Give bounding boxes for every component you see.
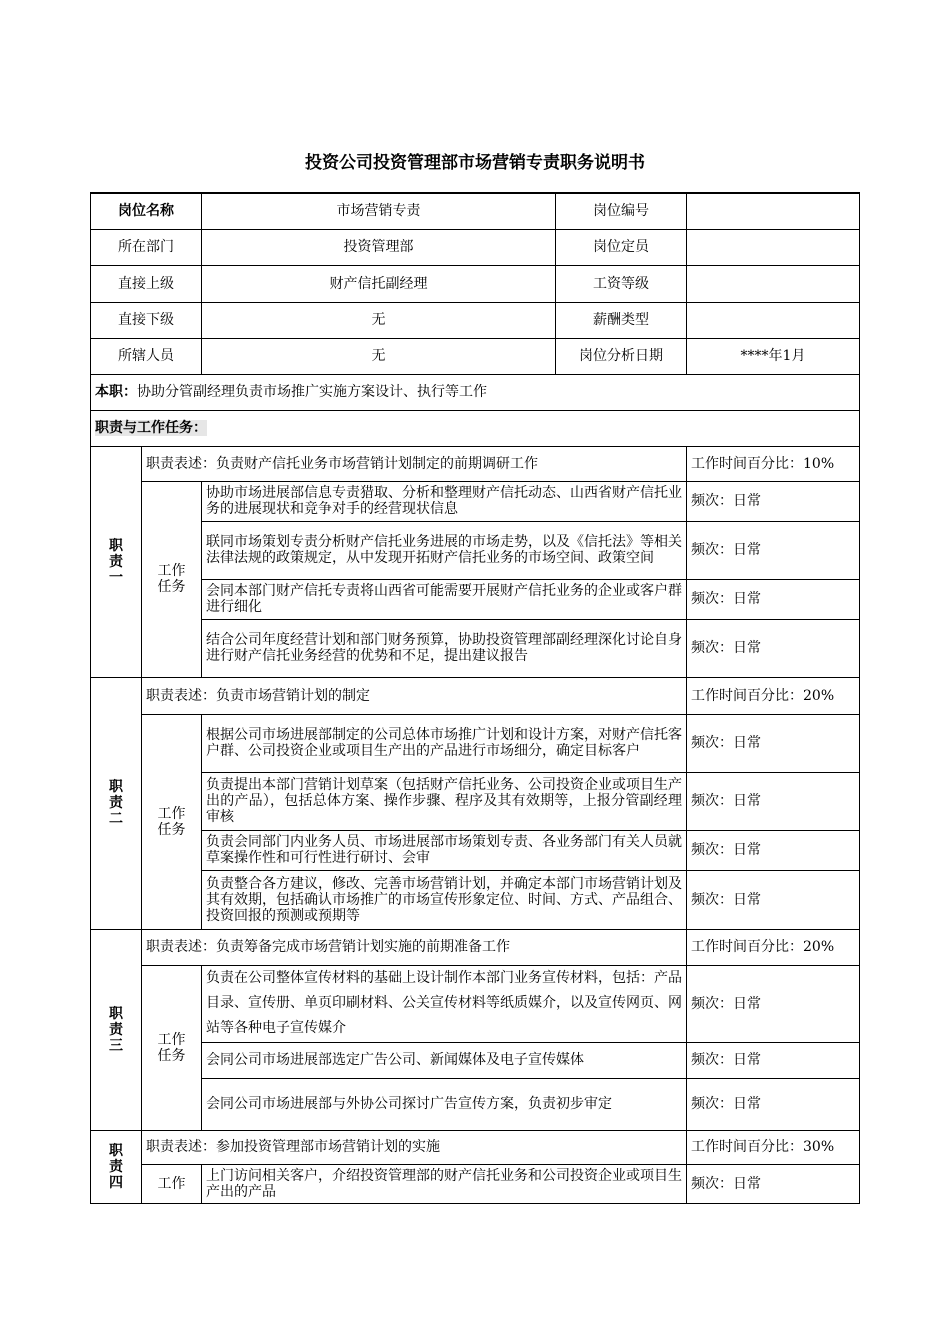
task-row bbox=[91, 481, 860, 521]
duty-statement-row bbox=[91, 446, 860, 481]
info-value: 投资管理部 bbox=[202, 229, 556, 265]
duty-statement-row bbox=[91, 929, 860, 965]
info-row bbox=[91, 265, 860, 302]
task-frequency: 频次：日常 bbox=[687, 521, 860, 579]
duties-header-row bbox=[91, 410, 860, 446]
task-row bbox=[91, 830, 860, 870]
task-text: 联同市场策划专责分析财产信托业务进展的市场走势，以及《信托法》等相关法律法规的政策规定，从中发现开拓财产信托业务的市场空间、政策空间 bbox=[202, 521, 687, 579]
task-text: 会同公司市场进展部选定广告公司、新闻媒体及电子宣传媒体 bbox=[202, 1042, 687, 1078]
task-row bbox=[91, 1042, 860, 1078]
info-label: 所在部门 bbox=[91, 229, 202, 265]
task-row bbox=[91, 579, 860, 619]
info-value: 无 bbox=[202, 338, 556, 374]
task-text: 负责提出本部门营销计划草案（包括财产信托业务、公司投资企业或项目生产出的产品），包括总体方案、操作步骤、程序及其有效期等，上报分管副经理审核 bbox=[202, 772, 687, 830]
task-text: 负责会同部门内业务人员、市场进展部市场策划专责、各业务部门有关人员就草案操作性和可行性进行研讨、会审 bbox=[202, 830, 687, 870]
duties-header-cell bbox=[91, 410, 860, 446]
task-frequency: 频次：日常 bbox=[687, 830, 860, 870]
task-frequency: 频次：日常 bbox=[687, 1078, 860, 1130]
info-label-2: 岗位定员 bbox=[556, 229, 687, 265]
task-frequency: 频次：日常 bbox=[687, 1042, 860, 1078]
duty-statement: 职责表述：参加投资管理部市场营销计划的实施 bbox=[142, 1130, 687, 1164]
task-row bbox=[91, 1164, 860, 1203]
task-text: 会同公司市场进展部与外协公司探讨广告宣传方案，负责初步审定 bbox=[202, 1078, 687, 1130]
info-row bbox=[91, 302, 860, 338]
duty-name: 职 责 四 bbox=[91, 1130, 142, 1203]
info-label-2: 工资等级 bbox=[556, 265, 687, 302]
page-title: 投资公司投资管理部市场营销专责职务说明书 bbox=[305, 153, 645, 173]
info-label-2: 岗位分析日期 bbox=[556, 338, 687, 374]
time-percent: 工作时间百分比：30% bbox=[687, 1130, 860, 1164]
duty-name: 职 责 三 bbox=[91, 929, 142, 1130]
task-frequency: 频次：日常 bbox=[687, 1164, 860, 1203]
info-value-2 bbox=[687, 302, 860, 338]
task-frequency: 频次：日常 bbox=[687, 870, 860, 929]
core-duty-row bbox=[91, 374, 860, 410]
info-value: 无 bbox=[202, 302, 556, 338]
info-label-2: 岗位编号 bbox=[556, 193, 687, 229]
time-percent: 工作时间百分比：20% bbox=[687, 677, 860, 714]
task-text: 上门访问相关客户，介绍投资管理部的财产信托业务和公司投资企业或项目生产出的产品 bbox=[202, 1164, 687, 1203]
task-text: 负责整合各方建议，修改、完善市场营销计划，并确定本部门市场营销计划及其有效期，包括确认市场推广的市场宣传形象定位、时间、方式、产品组合、投资回报的预测或预期等 bbox=[202, 870, 687, 929]
duty-statement: 职责表述：负责市场营销计划的制定 bbox=[142, 677, 687, 714]
info-value-2 bbox=[687, 193, 860, 229]
time-percent: 工作时间百分比：10% bbox=[687, 446, 860, 481]
info-value-2: ****年1月 bbox=[687, 338, 860, 374]
work-task-label: 工作 任务 bbox=[142, 714, 202, 929]
task-frequency: 频次：日常 bbox=[687, 619, 860, 677]
task-row bbox=[91, 870, 860, 929]
info-label-2: 薪酬类型 bbox=[556, 302, 687, 338]
task-text: 会同本部门财产信托专责将山西省可能需要开展财产信托业务的企业或客户群进行细化 bbox=[202, 579, 687, 619]
duty-statement-row bbox=[91, 1130, 860, 1164]
task-frequency: 频次：日常 bbox=[687, 579, 860, 619]
duty-statement: 职责表述：负责筹备完成市场营销计划实施的前期准备工作 bbox=[142, 929, 687, 965]
time-percent: 工作时间百分比：20% bbox=[687, 929, 860, 965]
job-description-table bbox=[90, 192, 860, 1204]
info-label: 直接上级 bbox=[91, 265, 202, 302]
info-row bbox=[91, 193, 860, 229]
info-row bbox=[91, 338, 860, 374]
info-value: 市场营销专责 bbox=[202, 193, 556, 229]
info-label: 所辖人员 bbox=[91, 338, 202, 374]
task-row bbox=[91, 619, 860, 677]
task-row bbox=[91, 965, 860, 1042]
info-row bbox=[91, 229, 860, 265]
info-value: 财产信托副经理 bbox=[202, 265, 556, 302]
work-task-label: 工作 任务 bbox=[142, 481, 202, 677]
duty-name: 职 责 二 bbox=[91, 677, 142, 929]
task-text: 结合公司年度经营计划和部门财务预算，协助投资管理部副经理深化讨论自身进行财产信托业务经营的优势和不足，提出建议报告 bbox=[202, 619, 687, 677]
info-value-2 bbox=[687, 265, 860, 302]
task-frequency: 频次：日常 bbox=[687, 965, 860, 1042]
task-text: 负责在公司整体宣传材料的基础上设计制作本部门业务宣传材料，包括：产品目录、宣传册、单页印刷材料、公关宣传材料等纸质媒介，以及宣传网页、网站等各种电子宣传媒介 bbox=[202, 965, 687, 1042]
task-row bbox=[91, 521, 860, 579]
task-row bbox=[91, 772, 860, 830]
duties-header: 职责与工作任务： bbox=[95, 420, 207, 436]
task-row bbox=[91, 714, 860, 772]
duty-name: 职 责 一 bbox=[91, 446, 142, 677]
info-label: 岗位名称 bbox=[91, 193, 202, 229]
duty-statement-row bbox=[91, 677, 860, 714]
core-duty bbox=[91, 374, 860, 410]
work-task-label: 工作 任务 bbox=[142, 965, 202, 1130]
core-duty-text: 协助分管副经理负责市场推广实施方案设计、执行等工作 bbox=[137, 384, 487, 400]
task-frequency: 频次：日常 bbox=[687, 714, 860, 772]
info-label: 直接下级 bbox=[91, 302, 202, 338]
task-text: 根据公司市场进展部制定的公司总体市场推广计划和设计方案，对财产信托客户群、公司投资企业或项目生产出的产品进行市场细分，确定目标客户 bbox=[202, 714, 687, 772]
task-row bbox=[91, 1078, 860, 1130]
duty-statement: 职责表述：负责财产信托业务市场营销计划制定的前期调研工作 bbox=[142, 446, 687, 481]
task-frequency: 频次：日常 bbox=[687, 481, 860, 521]
core-duty-label: 本职： bbox=[95, 384, 137, 400]
task-text: 协助市场进展部信息专责猎取、分析和整理财产信托动态、山西省财产信托业务的进展现状和竞争对手的经营现状信息 bbox=[202, 481, 687, 521]
info-value-2 bbox=[687, 229, 860, 265]
task-frequency: 频次：日常 bbox=[687, 772, 860, 830]
work-task-label: 工作 bbox=[142, 1164, 202, 1203]
